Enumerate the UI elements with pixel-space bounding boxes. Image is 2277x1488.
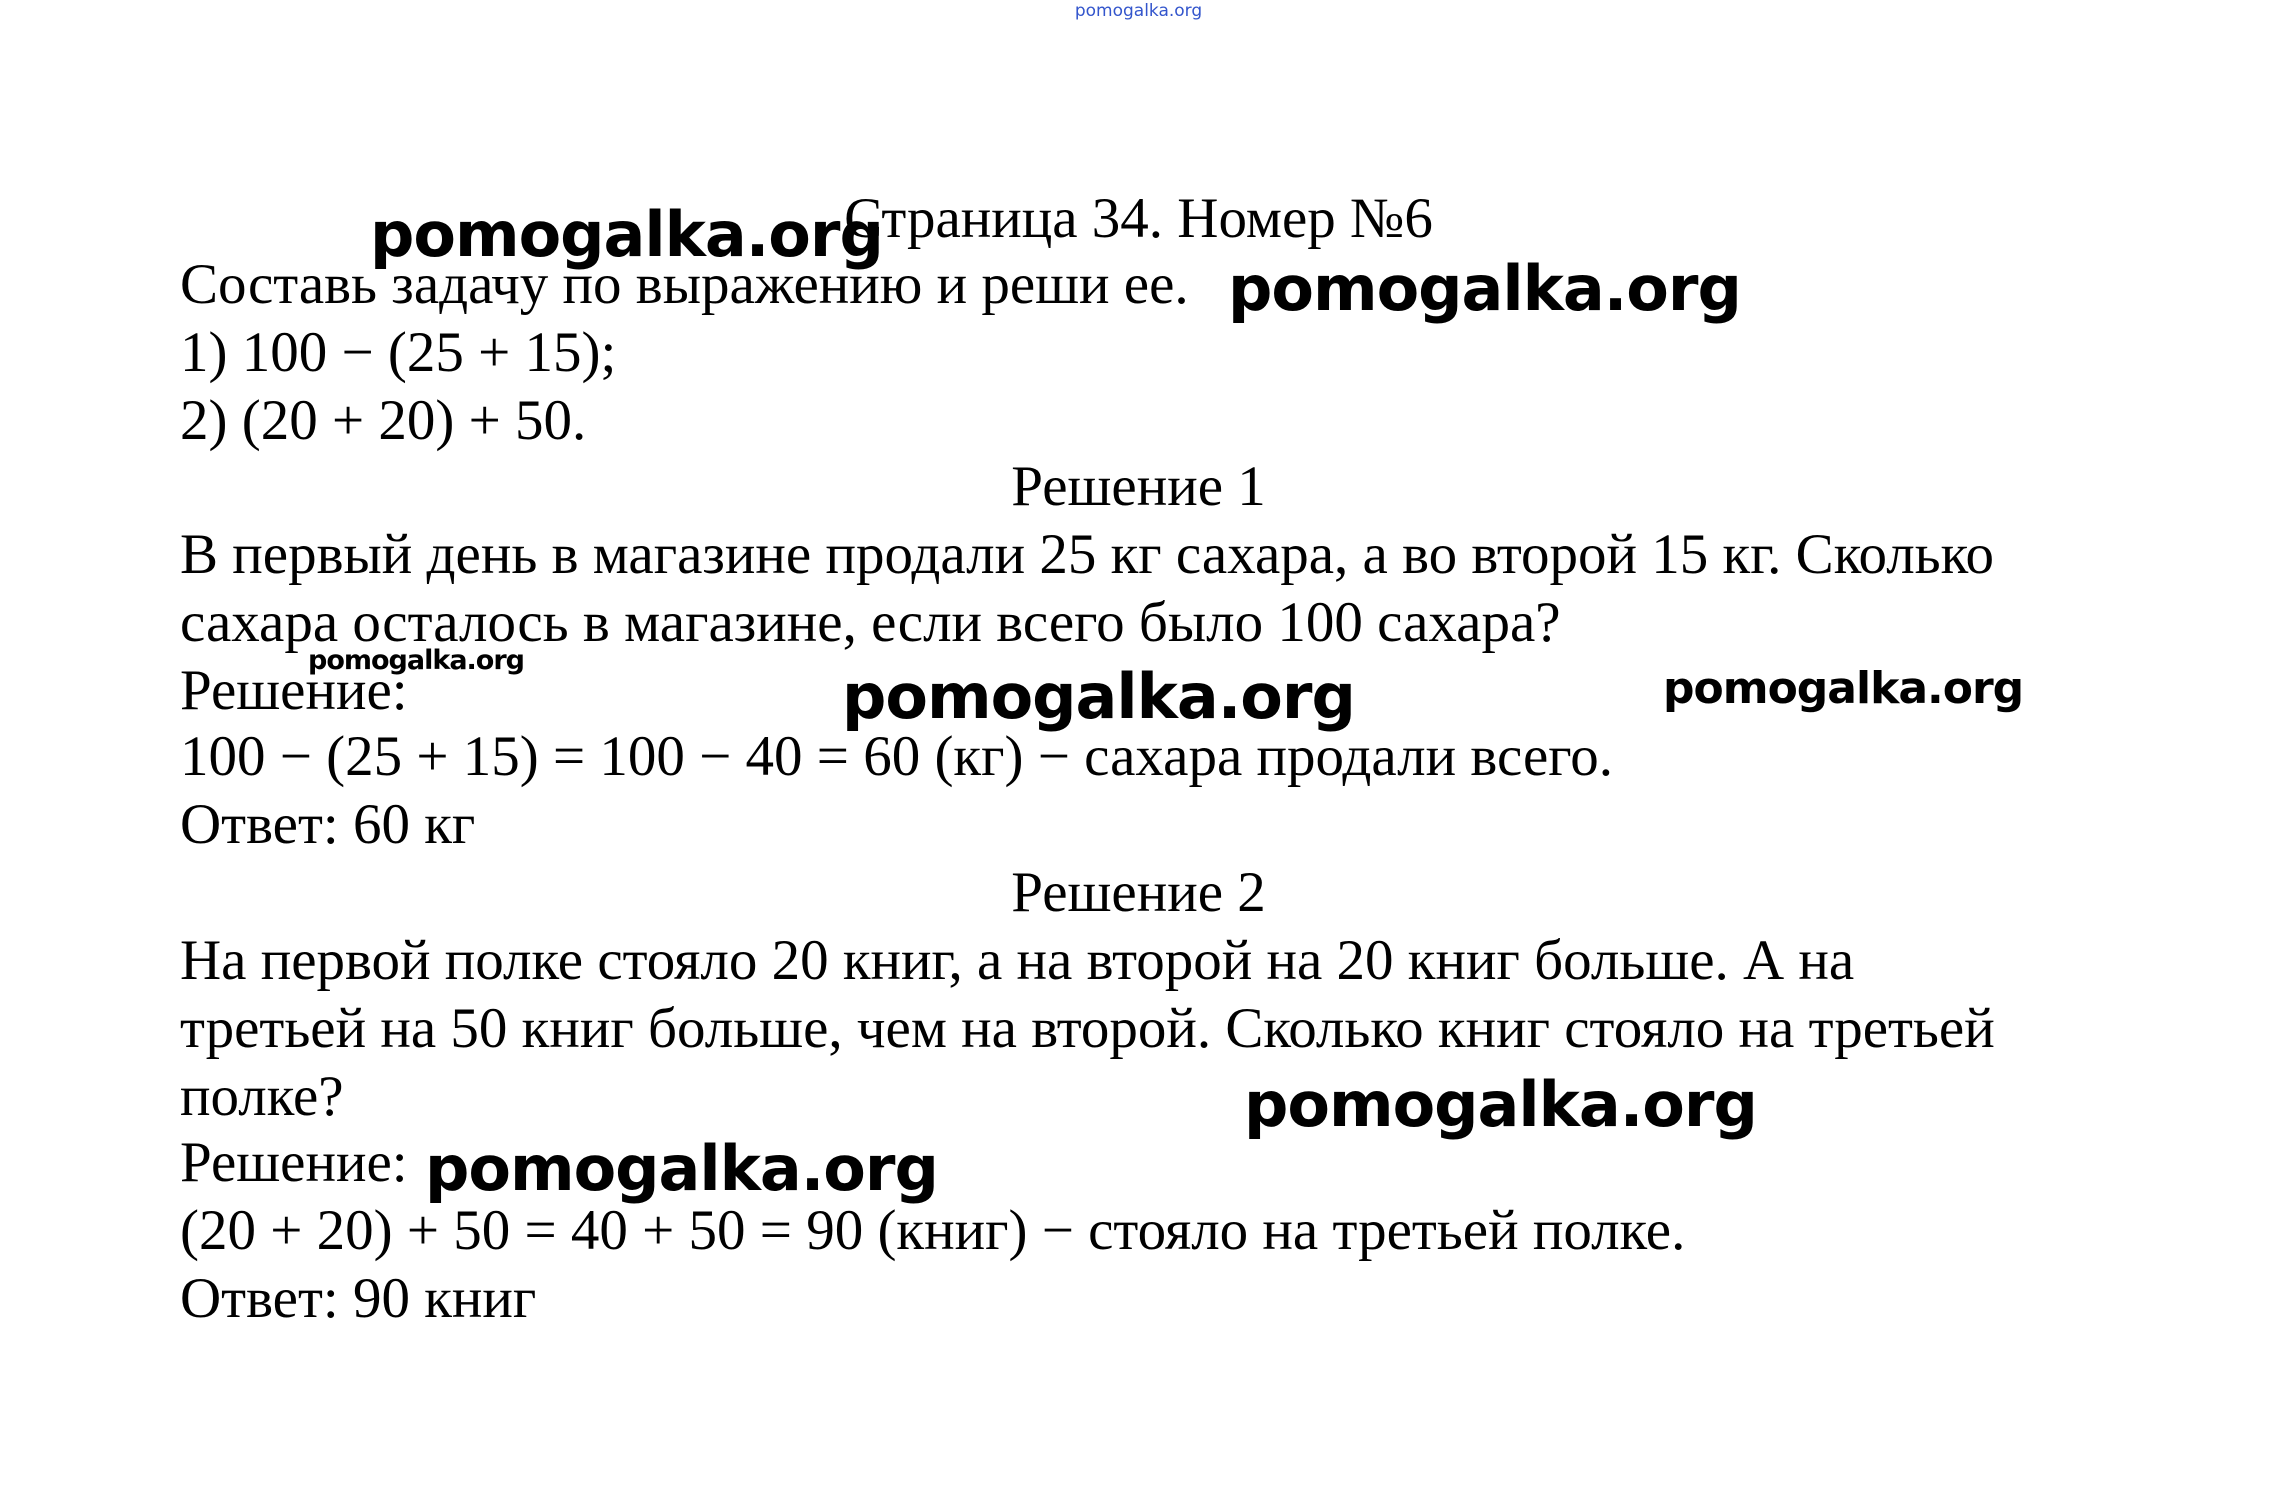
solution-1-problem-line-1: В первый день в магазине продали 25 кг сахара, а во второй 15 кг. Сколько — [180, 523, 1994, 586]
solution-1-label: Решение: — [180, 659, 408, 722]
solution-2-problem-line-1: На первой полке стояло 20 книг, а на второй на 20 книг больше. А на — [180, 929, 1855, 992]
page-title: Страница 34. Номер №6 — [844, 187, 1433, 250]
solution-1-calculation: 100 − (25 + 15) = 100 − 40 = 60 (кг) − сахара продали всего. — [180, 725, 1613, 788]
solution-1-problem-line-2: сахара осталось в магазине, если всего было 100 сахара? — [180, 591, 1561, 654]
solution-2-calculation: (20 + 20) + 50 = 40 + 50 = 90 (книг) − стояло на третьей полке. — [180, 1199, 1686, 1262]
site-link[interactable]: pomogalka.org — [1074, 1, 1203, 21]
watermark: pomogalka.org — [1663, 663, 2024, 714]
watermark: pomogalka.org — [1228, 252, 1741, 325]
watermark: pomogalka.org — [370, 198, 883, 271]
task-expression-2: 2) (20 + 20) + 50. — [180, 389, 587, 452]
solution-2-label: Решение: — [180, 1131, 408, 1194]
watermark: pomogalka.org — [1244, 1068, 1757, 1141]
task-expression-1: 1) 100 − (25 + 15); — [180, 321, 617, 384]
watermark: pomogalka.org — [842, 660, 1355, 733]
task-instruction: Составь задачу по выражению и реши ее. — [180, 253, 1189, 316]
solution-2-problem-line-3: полке? — [180, 1065, 344, 1128]
watermark: pomogalka.org — [308, 645, 524, 676]
solution-2-heading: Решение 2 — [1011, 861, 1266, 924]
solution-1-answer: Ответ: 60 кг — [180, 793, 476, 856]
solution-2-problem-line-2: третьей на 50 книг больше, чем на второй. Сколько книг стояло на третьей — [180, 997, 1995, 1060]
solution-2-answer: Ответ: 90 книг — [180, 1267, 537, 1330]
solution-1-heading: Решение 1 — [1011, 455, 1266, 518]
watermark: pomogalka.org — [425, 1132, 938, 1205]
